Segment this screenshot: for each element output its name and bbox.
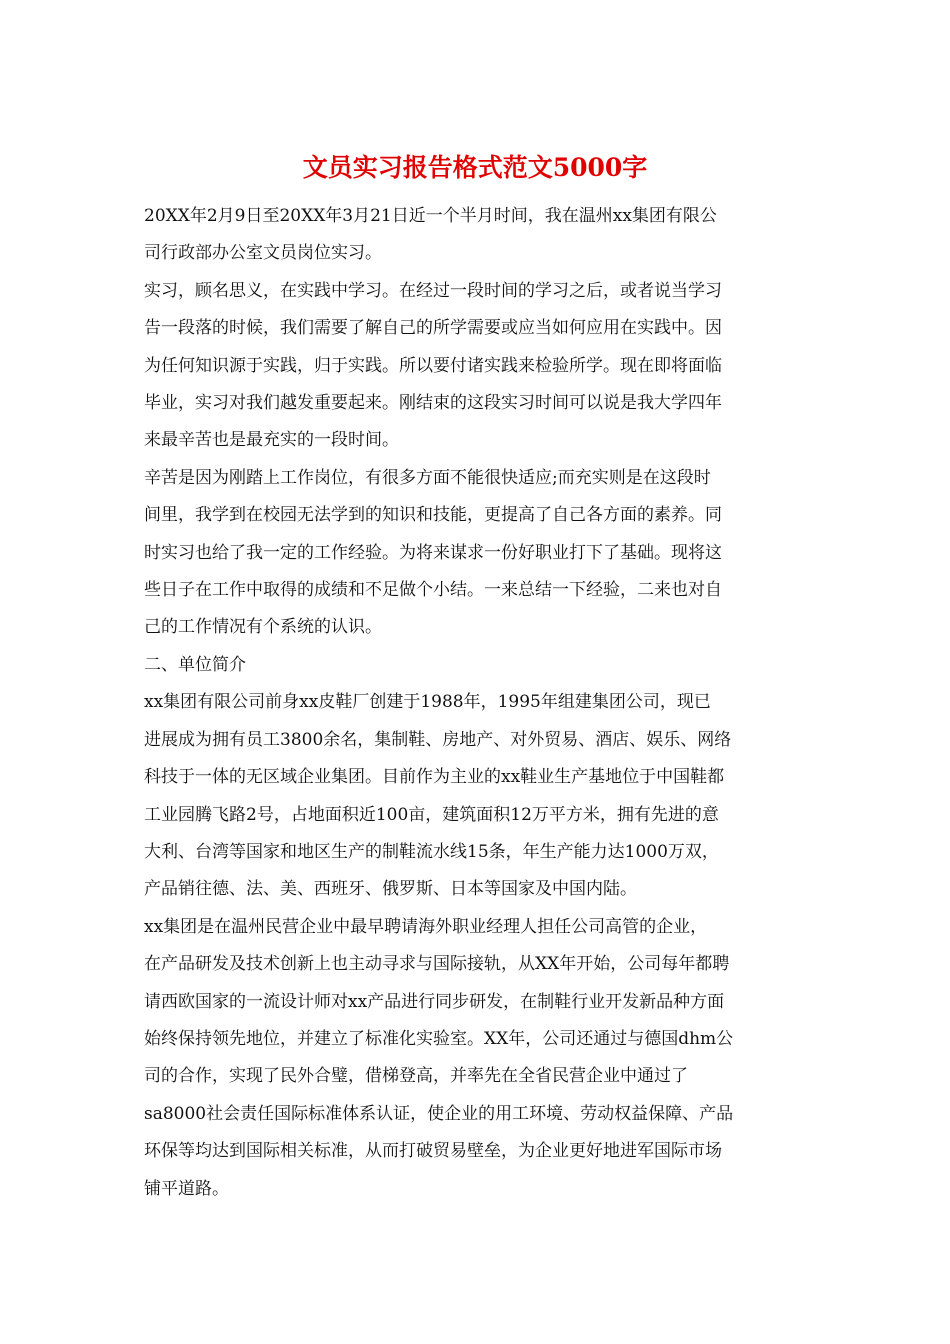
document-title: 文员实习报告格式范文5000字 — [302, 153, 648, 182]
text-line: 在产品研发及技术创新上也主动寻求与国际接轨，从XX年开始，公司每年都聘 — [144, 954, 730, 975]
text-line: 大利、台湾等国家和地区生产的制鞋流水线15条，年生产能力达1000万双， — [144, 841, 719, 862]
text-line: 己的工作情况有个系统的认识。 — [144, 617, 382, 638]
text-line: 环保等均达到国际相关标准，从而打破贸易壁垒，为企业更好地进军国际市场 — [144, 1141, 722, 1162]
text-line: 铺平道路。 — [144, 1178, 229, 1199]
text-line: 二、单位简介 — [144, 654, 246, 675]
text-line: 告一段落的时候，我们需要了解自己的所学需要或应当如何应用在实践中。因 — [144, 318, 722, 339]
text-line: 请西欧国家的一流设计师对xx产品进行同步研发，在制鞋行业开发新品种方面 — [144, 991, 725, 1012]
document-body — [144, 198, 808, 1208]
text-line: 始终保持领先地位，并建立了标准化实验室。XX年，公司还通过与德国dhm公 — [144, 1028, 734, 1049]
text-line: 些日子在工作中取得的成绩和不足做个小结。一来总结一下经验，二来也对自 — [144, 580, 722, 601]
text-line: 间里，我学到在校园无法学到的知识和技能，更提高了自己各方面的素养。同 — [144, 505, 722, 526]
text-line: 工业园腾飞路2号，占地面积近100亩，建筑面积12万平方米，拥有先进的意 — [144, 804, 719, 825]
text-line: 进展成为拥有员工3800余名，集制鞋、房地产、对外贸易、酒店、娱乐、网络 — [144, 729, 732, 750]
text-line: 毕业，实习对我们越发重要起来。刚结束的这段实习时间可以说是我大学四年 — [144, 393, 722, 414]
text-line: 产品销往德、法、美、西班牙、俄罗斯、日本等国家及中国内陆。 — [144, 879, 637, 900]
text-line: 司行政部办公室文员岗位实习。 — [144, 243, 382, 264]
text-line: sa8000社会责任国际标准体系认证，使企业的用工环境、劳动权益保障、产品 — [144, 1103, 734, 1124]
text-line: 科技于一体的无区域企业集团。目前作为主业的xx鞋业生产基地位于中国鞋都 — [144, 767, 725, 788]
text-line: xx集团是在温州民营企业中最早聘请海外职业经理人担任公司高管的企业， — [144, 916, 708, 937]
text-line: xx集团有限公司前身xx皮鞋厂创建于1988年，1995年组建集团公司，现已 — [144, 692, 711, 713]
text-line: 司的合作，实现了民外合璧，借梯登高，并率先在全省民营企业中通过了 — [144, 1066, 688, 1087]
text-line: 20XX年2月9日至20XX年3月21日近一个半月时间，我在温州xx集团有限公 — [144, 206, 717, 226]
text-line: 来最辛苦也是最充实的一段时间。 — [144, 430, 399, 451]
text-line: 实习，顾名思义，在实践中学习。在经过一段时间的学习之后，或者说当学习 — [144, 280, 722, 301]
text-line: 辛苦是因为刚踏上工作岗位，有很多方面不能很快适应;而充实则是在这段时 — [144, 467, 711, 488]
text-line: 时实习也给了我一定的工作经验。为将来谋求一份好职业打下了基础。现将这 — [144, 542, 722, 563]
text-line: 为任何知识源于实践，归于实践。所以要付诸实践来检验所学。现在即将面临 — [144, 355, 722, 376]
